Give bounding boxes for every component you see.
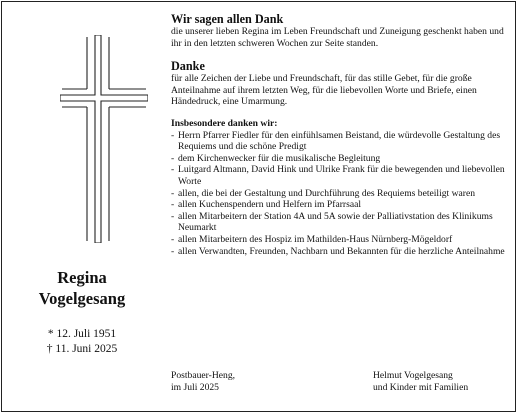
death-date: † 11. Juni 2025: [46, 343, 118, 355]
danke-text: für alle Zeichen der Liebe und Freundschaft, für das stille Gebet, für die große Anteilnahme auf ihrem letzten Weg, für die liebevollen Worte und Briefe, einen Händedruck, eine Umarmung.: [171, 73, 477, 108]
cross-icon: [60, 35, 148, 243]
deceased-first-name: Regina: [57, 268, 107, 287]
special-thanks-heading: Insbesondere danken wir:: [171, 117, 278, 129]
special-thanks-list: [171, 130, 511, 258]
footer-signature: [373, 370, 468, 394]
list-item: - Herrn Pfarrer Fiedler für den einfühlsamen Beistand, die würdevolle Gestaltung des Requiems und die schöne Predigt: [171, 129, 501, 153]
list-item: - allen, die bei der Gestaltung und Durchführung des Requiems beteiligt waren: [171, 187, 476, 199]
danke-heading: Danke: [171, 59, 205, 74]
thanks-text: die unserer lieben Regina im Leben Freundschaft und Zuneigung geschenkt haben und ihr in den letzten schweren Wochen zur Seite standen.: [171, 26, 504, 49]
footer-signer: Helmut Vogelgesang: [373, 370, 453, 381]
list-item: - allen Kuchenspendern und Helfern im Pfarrsaal: [171, 199, 362, 211]
footer-place: Postbauer-Heng,: [171, 370, 236, 381]
list-item: - allen Verwandten, Freunden, Nachbarn und Bekannten für die herzliche Anteilnahme: [171, 245, 505, 257]
right-column: [171, 12, 511, 257]
footer-date: im Juli 2025: [171, 382, 219, 393]
thanks-heading: Wir sagen allen Dank: [171, 12, 284, 26]
footer-place-date: [171, 370, 235, 394]
deceased-last-name: Vogelgesang: [38, 289, 126, 308]
left-column: [2, 2, 162, 413]
footer-signer-family: und Kinder mit Familien: [373, 382, 469, 393]
list-item: - dem Kirchenwecker für die musikalische Begleitung: [171, 152, 381, 164]
list-item: - allen Mitarbeitern der Station 4A und 5A sowie der Palliativstation des Klinikums Neumarkt: [171, 210, 493, 234]
birth-date: * 12. Juli 1951: [47, 328, 117, 340]
list-item: - Luitgard Altmann, David Hink und Ulrike Frank für die bewegenden und liebevollen Worte: [171, 164, 505, 187]
obituary-card: [1, 1, 516, 412]
list-item: - allen Mitarbeitern des Hospiz im Mathilden-Haus Nürnberg-Mögeldorf: [171, 233, 453, 245]
